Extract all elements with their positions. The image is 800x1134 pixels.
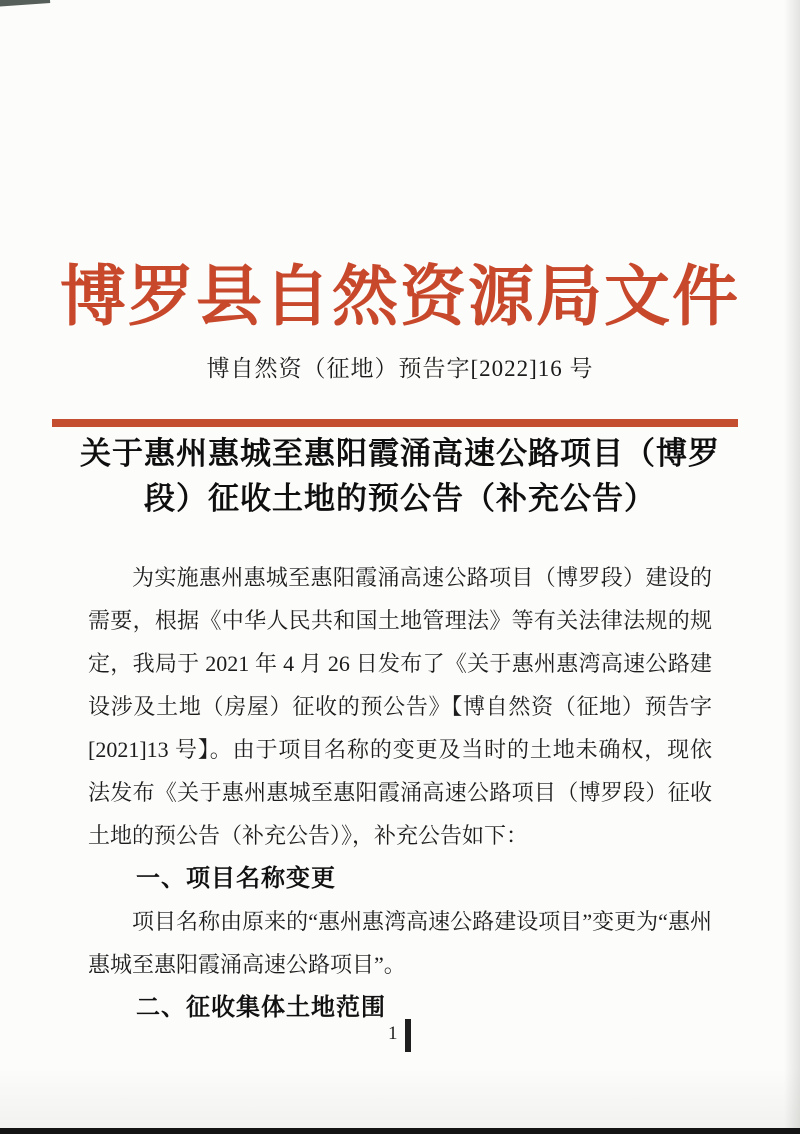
intro-paragraph: 为实施惠州惠城至惠阳霞涌高速公路项目（博罗段）建设的需要，根据《中华人民共和国土地管理法》等有关法律法规的规定，我局于 2021 年 4 月 26 日发布了《关于惠州惠湾高速公路建设涉及土地（房屋）征收的预公告》【博自然资（征地）预告字[2021]13 号】。由于项目名称的变更及当时的土地未确权，现依法发布《关于惠州惠城至惠阳霞涌高速公路项目（博罗段）征收土地的预公告（补充公告）》，补充公告如下：	[88, 565, 712, 848]
document-title	[60, 431, 740, 521]
document-title-line-1: 关于惠州惠城至惠阳霞涌高速公路项目（博罗	[80, 436, 720, 471]
page-number: 1	[388, 1023, 398, 1044]
section-heading-2: 二、征收集体土地范围	[136, 994, 386, 1021]
scan-corner-artifact	[0, 0, 50, 7]
binding-mark	[405, 1019, 411, 1052]
scan-bottom-edge	[0, 1128, 800, 1134]
scan-right-edge-shading	[784, 0, 800, 1134]
section-heading-1: 一、项目名称变更	[136, 865, 336, 892]
document-body	[88, 556, 712, 1029]
scan-bottom-shading	[0, 1068, 800, 1128]
document-title-line-2: 段）征收土地的预公告（补充公告）	[144, 481, 656, 516]
document-number: 博自然资（征地）预告字[2022]16 号	[206, 356, 594, 381]
document-header-title: 博罗县自然资源局文件	[60, 261, 740, 334]
section-1-paragraph: 项目名称由原来的“惠州惠湾高速公路建设项目”变更为“惠州惠城至惠阳霞涌高速公路项目”。	[88, 909, 712, 977]
red-divider	[52, 419, 738, 427]
